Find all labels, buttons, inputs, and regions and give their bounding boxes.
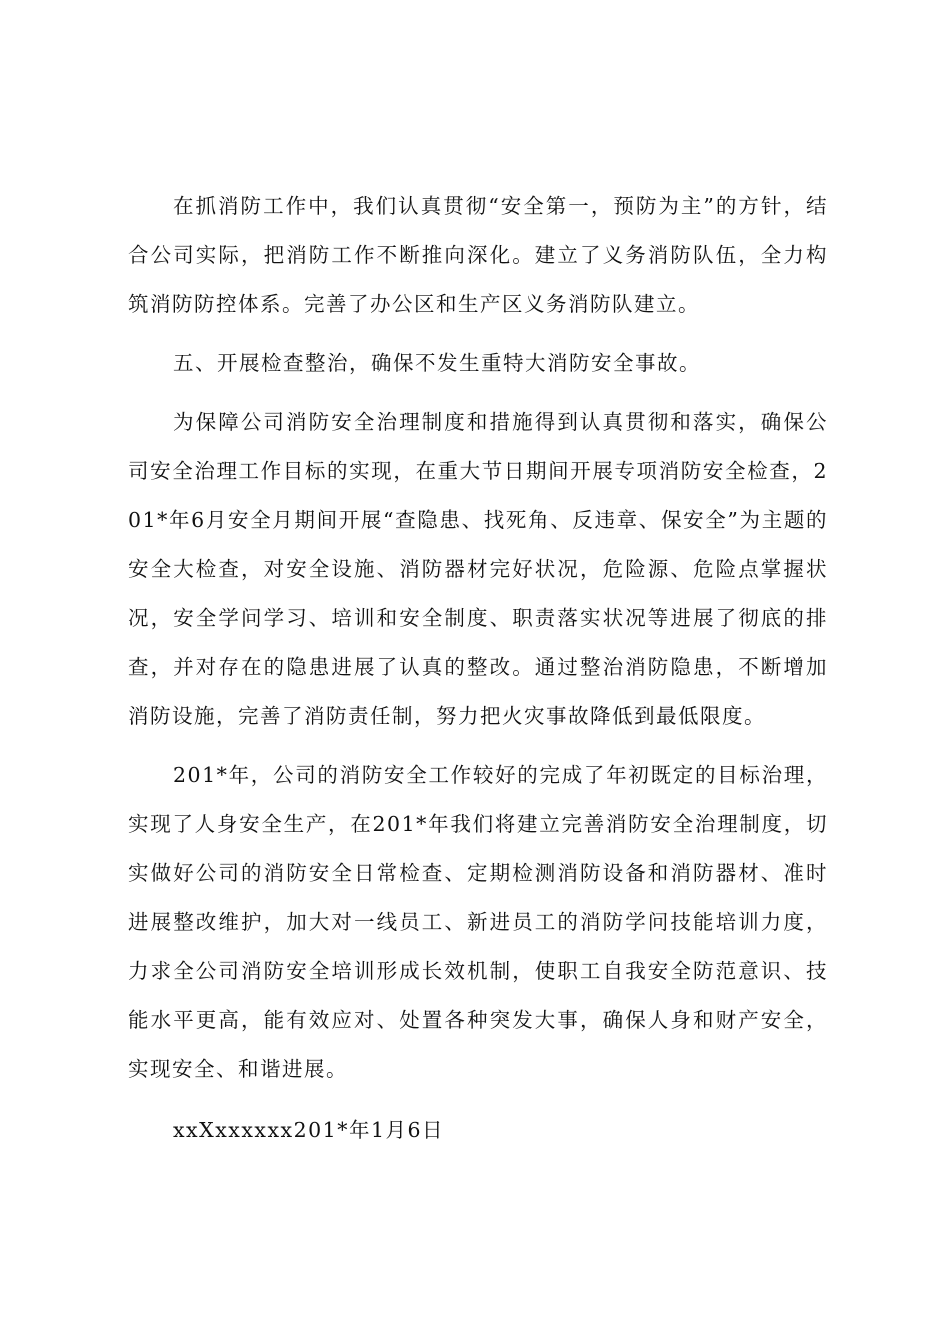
paragraph-section-heading: 五、开展检查整治，确保不发生重特大消防安全事故。 (173, 351, 701, 375)
paragraph-summary: 201*年，公司的消防安全工作较好的完成了年初既定的目标治理，实现了人身安全生产，在201*年我们将建立完善消防安全治理制度，切实做好公司的消防安全日常检查、定期检测消防设备和消防器材、准时进展整改维护，加大对一线员工、新进员工的消防学问技能培训力度，力求全公司消防安全培训形成长效机制，使职工自我安全防范意识、技能水平更高，能有效应对、处置各种突发大事，确保人身和财产安全，实现安全、和谐进展。 (128, 763, 828, 1081)
signature-date: xxXxxxxxx201*年1月6日 (173, 1118, 445, 1142)
document-body (128, 182, 828, 1155)
paragraph-fire-work: 在抓消防工作中，我们认真贯彻“安全第一，预防为主”的方针，结合公司实际，把消防工作不断推向深化。建立了义务消防队伍，全力构筑消防防控体系。完善了办公区和生产区义务消防队建立。 (128, 194, 828, 316)
paragraph-inspection: 为保障公司消防安全治理制度和措施得到认真贯彻和落实，确保公司安全治理工作目标的实现，在重大节日期间开展专项消防安全检查，201*年6月安全月期间开展“查隐患、找死角、反违章、保安全”为主题的安全大检查，对安全设施、消防器材完好状况，危险源、危险点掌握状况，安全学问学习、培训和安全制度、职责落实状况等进展了彻底的排查，并对存在的隐患进展了认真的整改。通过整治消防隐患，不断增加消防设施，完善了消防责任制，努力把火灾事故降低到最低限度。 (128, 410, 828, 728)
